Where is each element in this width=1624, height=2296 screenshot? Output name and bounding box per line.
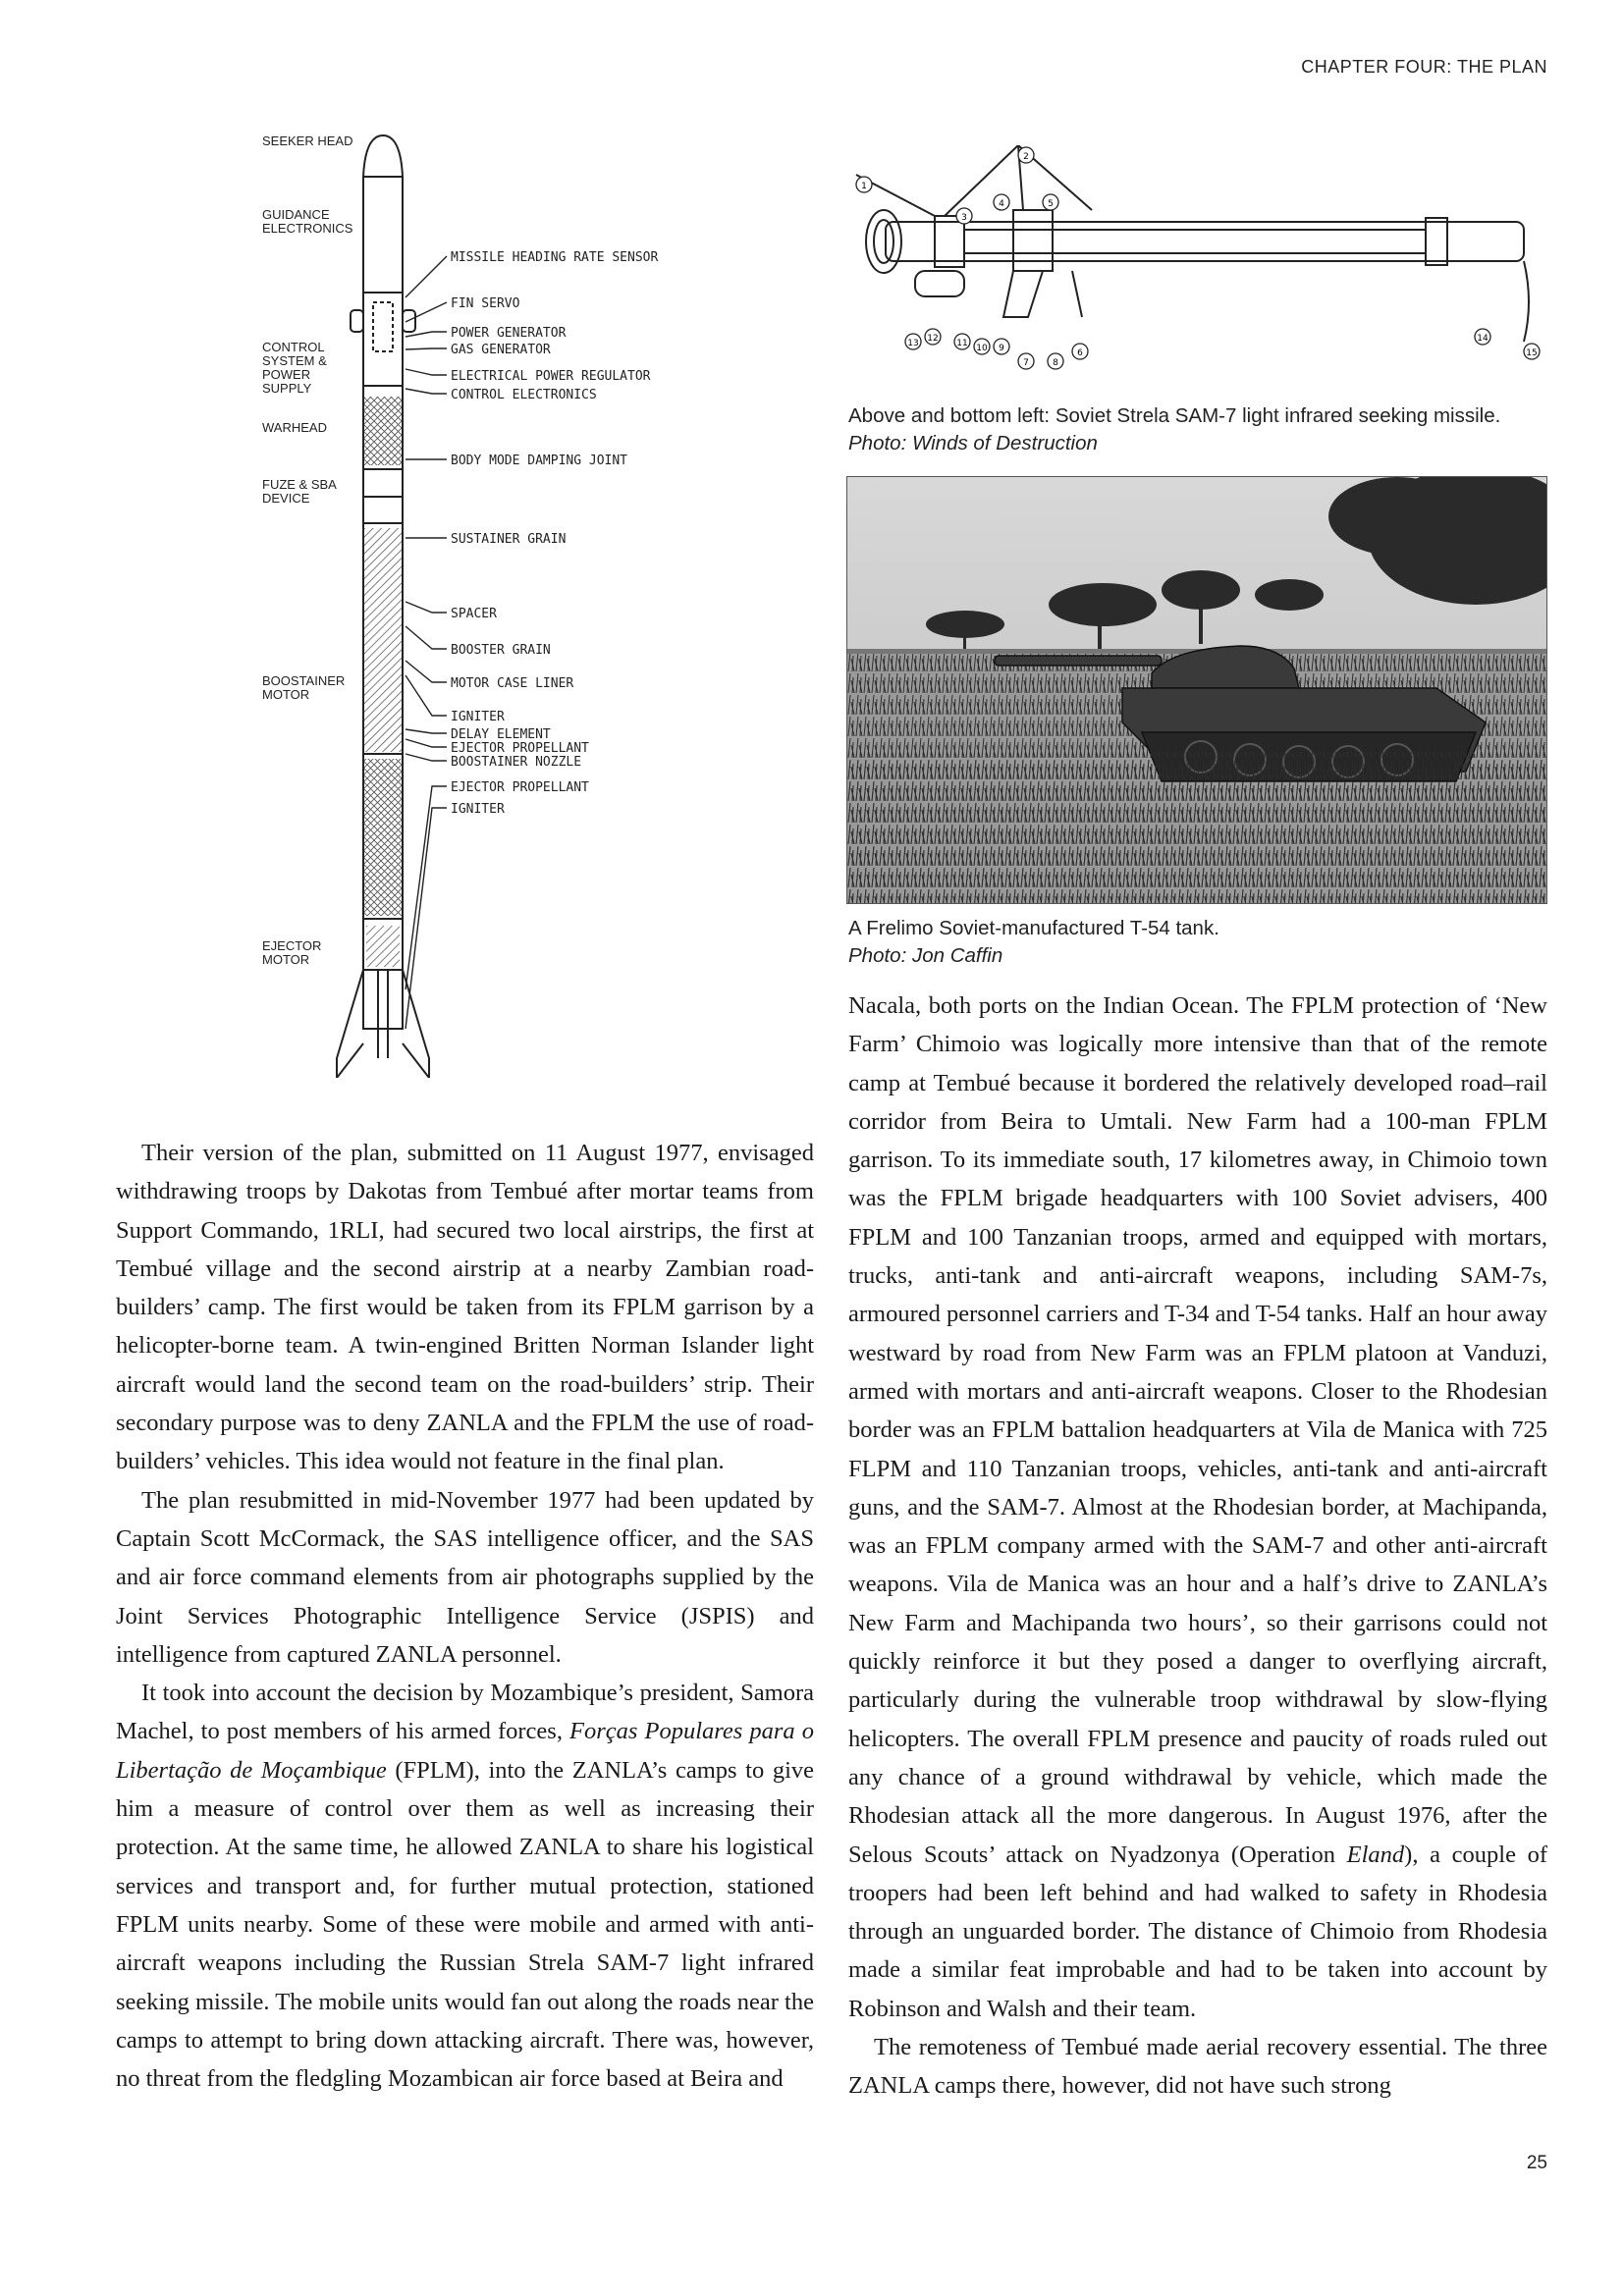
diagram-component-label: EJECTOR PROPELLANT xyxy=(451,741,589,756)
diagram-component-label: DELAY ELEMENT xyxy=(451,727,551,742)
diagram-component-label: POWER GENERATOR xyxy=(451,326,567,341)
callout-number: 7 xyxy=(1023,358,1029,368)
top-photo-caption xyxy=(848,402,1547,457)
diagram-section-label: SYSTEM & xyxy=(262,353,327,368)
bottom-caption-credit: Photo: Jon Caffin xyxy=(848,944,1003,967)
right-text-column xyxy=(848,987,1547,2106)
diagram-section-label: CONTROL xyxy=(262,340,325,354)
leader-line xyxy=(406,302,447,322)
leader-line xyxy=(406,808,447,1029)
leader-line xyxy=(406,602,447,613)
diagram-component-label: SUSTAINER GRAIN xyxy=(451,532,567,547)
paragraph: The remoteness of Tembué made aerial recovery essential. The three ZANLA camps there, however, did not have such strong xyxy=(848,2034,1547,2100)
diagram-component-label: MISSILE HEADING RATE SENSOR xyxy=(451,250,659,265)
leader-line xyxy=(406,389,447,394)
page-number: 25 xyxy=(1526,2153,1547,2173)
leader-line xyxy=(406,729,447,733)
callout-number: 15 xyxy=(1526,348,1538,358)
callout-number: 8 xyxy=(1053,358,1058,368)
callout-number: 13 xyxy=(907,339,919,348)
t54-tank-photo xyxy=(846,476,1547,904)
diagram-section-label: WARHEAD xyxy=(262,420,327,435)
bottom-photo-caption xyxy=(848,915,1547,970)
diagram-section-label: MOTOR xyxy=(262,952,310,967)
diagram-component-label: GAS GENERATOR xyxy=(451,343,551,357)
leader-line xyxy=(406,739,447,747)
diagram-section-label: EJECTOR xyxy=(262,938,322,953)
leader-line xyxy=(406,348,447,349)
diagram-section-label: FUZE & SBA xyxy=(262,477,337,492)
diagram-component-label: IGNITER xyxy=(451,710,505,724)
left-text-column xyxy=(116,1134,814,2098)
diagram-section-label: POWER xyxy=(262,367,311,382)
leader-line xyxy=(406,754,447,761)
callout-number: 12 xyxy=(927,334,939,344)
diagram-component-label: EJECTOR PROPELLANT xyxy=(451,780,589,795)
diagram-component-label: CONTROL ELECTRONICS xyxy=(451,388,597,402)
sam7-launcher-diagram xyxy=(846,145,1545,381)
diagram-section-label: SEEKER HEAD xyxy=(262,133,353,148)
paragraph: Their version of the plan, submitted on 11 August 1977, envisaged withdrawing troops by Dakotas from Tembué after mortar teams from Support Commando, 1RLI, had secured two local airstrips, the first at Tembué village and the second airstrip at a nearby Zambian road-builders’ camp. The first would be taken from its FPLM garrison by a helicopter-borne team. A twin-engined Britten Norman Islander light aircraft would land the second team on the road-builders’ strip. Their secondary purpose was to deny ZANLA and the FPLM the use of road-builders’ vehicles. This idea would not feature in the final plan. xyxy=(116,1140,814,1475)
diagram-component-label: BOOSTAINER NOZZLE xyxy=(451,755,582,770)
callout-number: 1 xyxy=(861,182,867,191)
tank-photo-illustration xyxy=(847,477,1546,903)
running-head: CHAPTER FOUR: THE PLAN xyxy=(1301,57,1547,77)
diagram-component-label: MOTOR CASE LINER xyxy=(451,676,574,691)
callout-number: 6 xyxy=(1077,348,1083,358)
paragraph: Nacala, both ports on the Indian Ocean. The FPLM protection of ‘New Farm’ Chimoio was logically more intensive than that of the remote camp at Tembué because it bordered the relatively developed road–rail corridor from Beira to Umtali. New Farm had a 100-man FPLM garrison. To its immediate south, 17 kilometres away, in Chimoio town was the FPLM brigade headquarters with 100 Soviet advisers, 400 FPLM and 100 Tanzanian troops, armed and equipped with mortars, trucks, anti-tank and anti-aircraft weapons, including SAM-7s, armoured personnel carriers and T-34 and T-54 tanks. Half an hour away westward by road from New Farm was an FPLM platoon at Vanduzi, armed with mortars and anti-aircraft weapons. Closer to the Rhodesian border was an FPLM battalion headquarters at Vila de Manica with 725 FLPM and 110 Tanzanian troops, vehicles, anti-tank and anti-aircraft guns, and the SAM-7. Almost at the Rhodesian border, at Machipanda, was an FPLM company armed with the SAM-7 and other anti-aircraft weapons. Vila de Manica was an hour and a half’s drive to ZANLA’s New Farm and Machipanda two hours’, so their garrisons could not quickly reinforce it but they posed a danger to overflying aircraft, particularly during the vulnerable troop withdrawal by slow-flying helicopters. The overall FPLM presence and paucity of roads ruled out any chance of a ground withdrawal by vehicle, which made the Rhodesian attack all the more dangerous. In August 1976, after the Selous Scouts’ attack on Nyadzonya (Operation Eland), a couple of troopers had been left behind and had walked to safety in Rhodesia through an unguarded border. The distance of Chimoio from Rhodesia made a similar feat improbable and had to be taken into account by Robinson and Walsh and their team. xyxy=(848,992,1548,2022)
callout-number: 5 xyxy=(1048,199,1054,209)
leader-line xyxy=(406,369,447,375)
diagram-section-label: ELECTRONICS xyxy=(262,221,353,236)
diagram-section-label: BOOSTAINER xyxy=(262,673,346,688)
leader-line xyxy=(406,675,447,716)
diagram-section-label: GUIDANCE xyxy=(262,207,330,222)
leader-line xyxy=(406,626,447,649)
top-caption-text: Above and bottom left: Soviet Strela SAM-7 light infrared seeking missile. xyxy=(848,404,1501,427)
callout-number: 11 xyxy=(956,339,968,348)
callout-number: 4 xyxy=(999,199,1004,209)
callout-number: 14 xyxy=(1477,334,1489,344)
strela-missile-cutaway-diagram xyxy=(250,126,741,1078)
paragraph: It took into account the decision by Mozambique’s president, Samora Machel, to post members of his armed forces, Forças Populares para o Libertação de Moçambique (FPLM), into the ZANLA’s camps to give him a measure of control over them as well as increasing their protection. At the same time, he allowed ZANLA to share his logistical services and transport and, for further mutual protection, stationed FPLM units nearby. Some of these were mobile and armed with anti-aircraft weapons including the Russian Strela SAM-7 light infrared seeking missile. The mobile units would fan out along the roads near the camps to attempt to bring down attacking aircraft. There was, however, no threat from the fledgling Mozambican air force based at Beira and xyxy=(116,1680,815,2093)
callout-number: 2 xyxy=(1023,152,1029,162)
leader-line xyxy=(406,661,447,682)
diagram-section-label: SUPPLY xyxy=(262,381,312,396)
diagram-section-label: DEVICE xyxy=(262,491,310,506)
paragraph: The plan resubmitted in mid-November 1977 had been updated by Captain Scott McCormack, the SAS intelligence officer, and the SAS and air force command elements from air photographs supplied by the Joint Services Photographic Intelligence Service (JSPIS) and intelligence from captured ZANLA personnel. xyxy=(116,1486,814,1668)
diagram-section-label: MOTOR xyxy=(262,687,310,702)
callout-number: 10 xyxy=(976,344,988,353)
diagram-component-label: BOOSTER GRAIN xyxy=(451,643,551,658)
top-caption-credit: Photo: Winds of Destruction xyxy=(848,432,1098,454)
diagram-component-label: SPACER xyxy=(451,607,497,621)
diagram-component-label: BODY MODE DAMPING JOINT xyxy=(451,454,628,468)
diagram-component-label: IGNITER xyxy=(451,802,505,817)
leader-line xyxy=(406,256,447,297)
diagram-component-label: ELECTRICAL POWER REGULATOR xyxy=(451,369,651,384)
leader-line xyxy=(406,786,447,989)
bottom-caption-text: A Frelimo Soviet-manufactured T-54 tank. xyxy=(848,917,1219,939)
diagram-component-label: FIN SERVO xyxy=(451,296,520,311)
callout-number: 3 xyxy=(961,213,967,223)
callout-number: 9 xyxy=(999,344,1004,353)
